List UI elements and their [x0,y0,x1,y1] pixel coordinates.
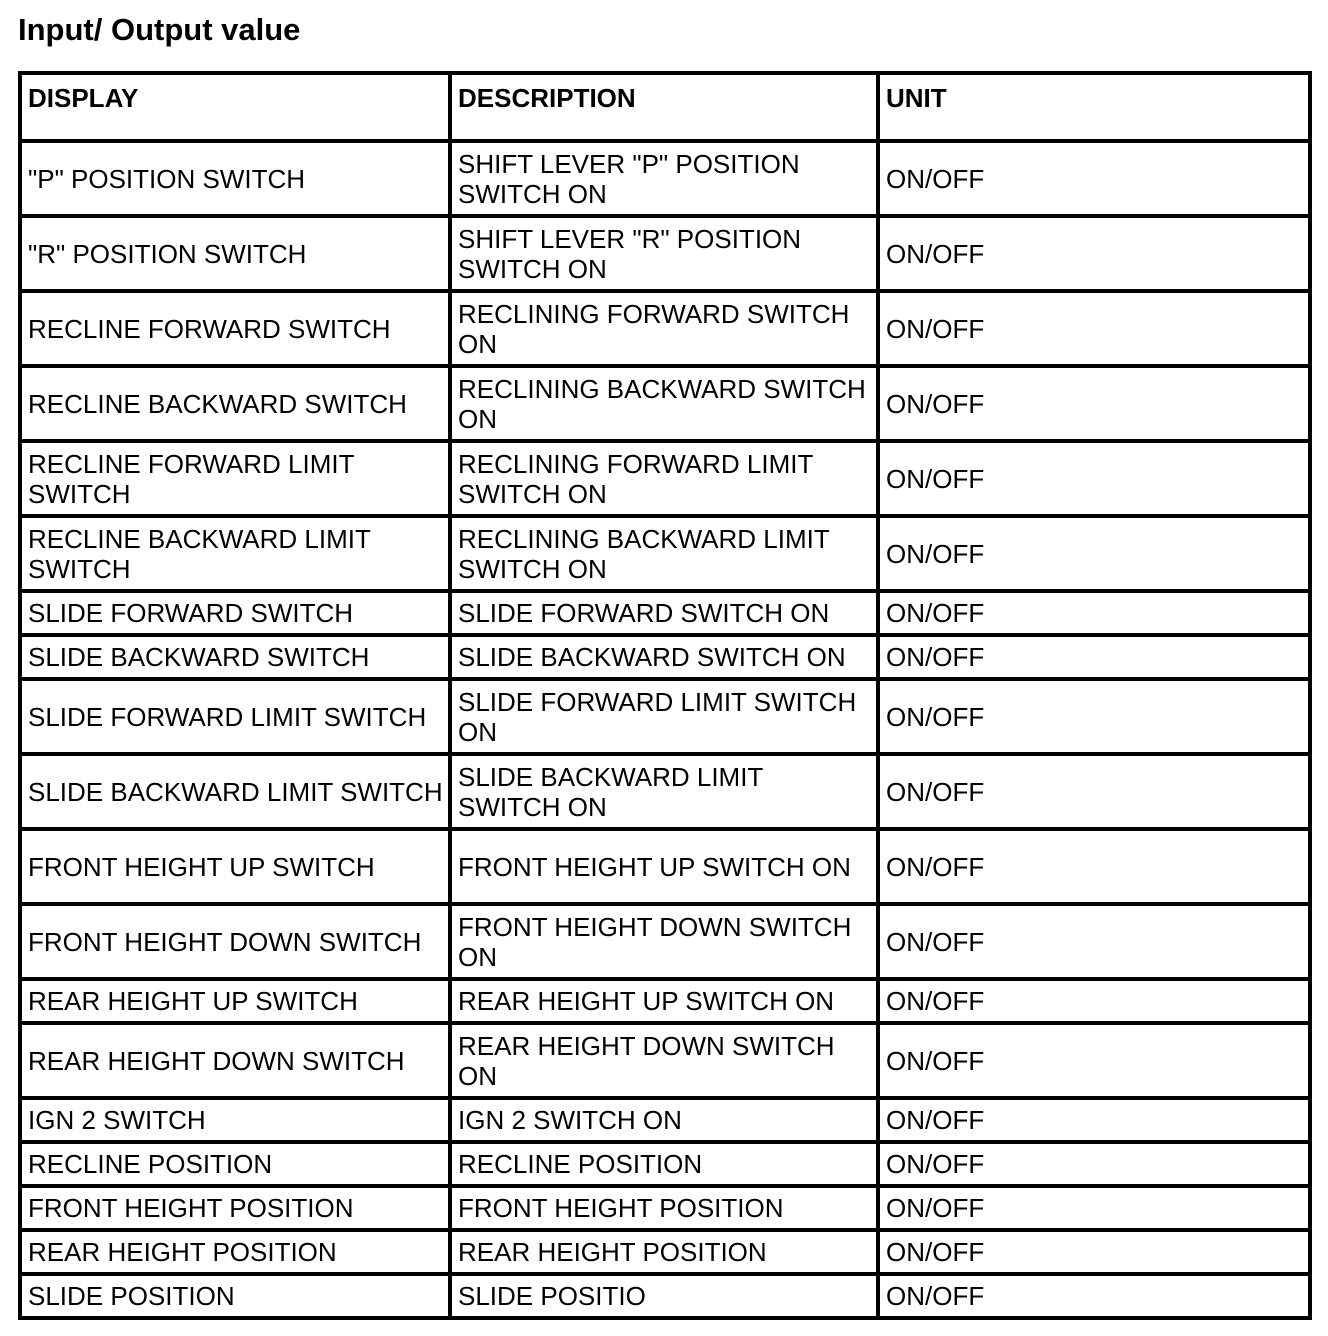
cell-unit: ON/OFF [878,1142,1310,1186]
cell-unit: ON/OFF [878,441,1310,516]
cell-description: RECLINE POSITION [450,1142,878,1186]
cell-description: SLIDE BACKWARD LIMIT SWITCH ON [450,754,878,829]
table-row [20,979,1310,1023]
table-row [20,1186,1310,1230]
cell-description: SLIDE POSITIO [450,1274,878,1318]
cell-description: RECLINING FORWARD SWITCH ON [450,291,878,366]
cell-display: SLIDE POSITION [20,1274,450,1318]
cell-unit: ON/OFF [878,1274,1310,1318]
cell-description: RECLINING BACKWARD LIMIT SWITCH ON [450,516,878,591]
cell-display: IGN 2 SWITCH [20,1098,450,1142]
table-row [20,1142,1310,1186]
cell-display: SLIDE BACKWARD LIMIT SWITCH [20,754,450,829]
cell-display: RECLINE FORWARD SWITCH [20,291,450,366]
table-row [20,1098,1310,1142]
cell-unit: ON/OFF [878,216,1310,291]
table-body [20,141,1310,1318]
table-row [20,1230,1310,1274]
table-row [20,591,1310,635]
table-row [20,141,1310,216]
cell-unit: ON/OFF [878,904,1310,979]
cell-description: SHIFT LEVER "P" POSITION SWITCH ON [450,141,878,216]
cell-display: "P" POSITION SWITCH [20,141,450,216]
cell-unit: ON/OFF [878,366,1310,441]
column-header-display: DISPLAY [20,73,450,141]
table-row [20,829,1310,904]
cell-unit: ON/OFF [878,635,1310,679]
cell-display: "R" POSITION SWITCH [20,216,450,291]
cell-display: FRONT HEIGHT DOWN SWITCH [20,904,450,979]
cell-unit: ON/OFF [878,141,1310,216]
cell-unit: ON/OFF [878,829,1310,904]
cell-unit: ON/OFF [878,1098,1310,1142]
cell-display: REAR HEIGHT POSITION [20,1230,450,1274]
cell-unit: ON/OFF [878,1230,1310,1274]
column-header-unit: UNIT [878,73,1310,141]
io-value-table [18,71,1312,1320]
cell-unit: ON/OFF [878,1186,1310,1230]
table-header-row [20,73,1310,141]
cell-display: SLIDE BACKWARD SWITCH [20,635,450,679]
table-row [20,1023,1310,1098]
cell-display: RECLINE BACKWARD LIMIT SWITCH [20,516,450,591]
cell-unit: ON/OFF [878,754,1310,829]
page-title: Input/ Output value [18,12,301,47]
cell-description: IGN 2 SWITCH ON [450,1098,878,1142]
cell-display: REAR HEIGHT UP SWITCH [20,979,450,1023]
cell-description: FRONT HEIGHT UP SWITCH ON [450,829,878,904]
cell-description: SLIDE FORWARD SWITCH ON [450,591,878,635]
column-header-description: DESCRIPTION [450,73,878,141]
cell-description: REAR HEIGHT DOWN SWITCH ON [450,1023,878,1098]
table-row [20,679,1310,754]
cell-unit: ON/OFF [878,516,1310,591]
cell-display: RECLINE BACKWARD SWITCH [20,366,450,441]
cell-display: REAR HEIGHT DOWN SWITCH [20,1023,450,1098]
table-row [20,516,1310,591]
cell-display: SLIDE FORWARD LIMIT SWITCH [20,679,450,754]
table-row [20,291,1310,366]
cell-description: REAR HEIGHT UP SWITCH ON [450,979,878,1023]
table-row [20,441,1310,516]
cell-description: SLIDE BACKWARD SWITCH ON [450,635,878,679]
cell-display: FRONT HEIGHT UP SWITCH [20,829,450,904]
table-row [20,754,1310,829]
cell-description: FRONT HEIGHT DOWN SWITCH ON [450,904,878,979]
cell-unit: ON/OFF [878,1023,1310,1098]
cell-display: RECLINE FORWARD LIMIT SWITCH [20,441,450,516]
cell-description: REAR HEIGHT POSITION [450,1230,878,1274]
cell-description: SHIFT LEVER "R" POSITION SWITCH ON [450,216,878,291]
cell-display: RECLINE POSITION [20,1142,450,1186]
cell-description: FRONT HEIGHT POSITION [450,1186,878,1230]
cell-unit: ON/OFF [878,591,1310,635]
cell-description: SLIDE FORWARD LIMIT SWITCH ON [450,679,878,754]
cell-description: RECLINING FORWARD LIMIT SWITCH ON [450,441,878,516]
table-row [20,904,1310,979]
cell-display: SLIDE FORWARD SWITCH [20,591,450,635]
cell-unit: ON/OFF [878,979,1310,1023]
cell-description: RECLINING BACKWARD SWITCH ON [450,366,878,441]
table-row [20,1274,1310,1318]
table-row [20,216,1310,291]
table-row [20,366,1310,441]
cell-unit: ON/OFF [878,291,1310,366]
cell-unit: ON/OFF [878,679,1310,754]
table-row [20,635,1310,679]
cell-display: FRONT HEIGHT POSITION [20,1186,450,1230]
